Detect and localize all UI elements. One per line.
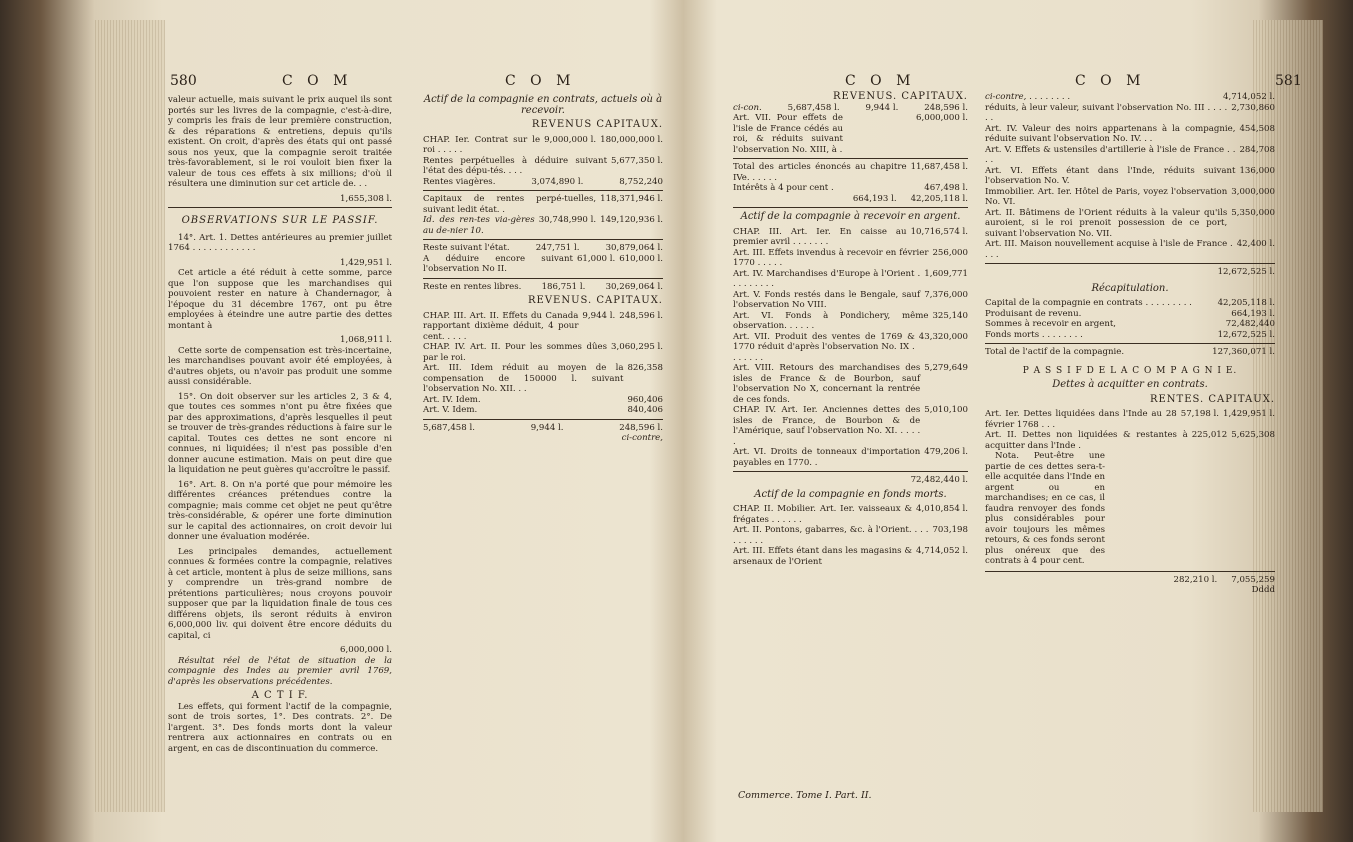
divider [423,190,663,191]
ledger-row [985,430,1275,451]
page-edge [95,20,165,812]
column-heading: REVENUS. CAPITAUX. [527,295,663,306]
ledger-label: Capital de la compagnie en contrats . . . . . . . . . [985,298,1192,308]
amount: 6,000,000 l. [340,645,392,655]
ledger-total-row [985,575,1275,586]
ledger-capital: 610,000 l. [619,253,663,264]
section-title: Actif de la compagnie en fonds morts. [754,488,947,500]
ledger-label: A déduire encore suivant l'observation No II. [423,253,573,274]
ledger-label: Art. VI. Fonds à Pondichery, même observation. . . . . . [733,310,929,331]
ledger-label: Art. II. Pontons, gabarres, &c. à l'Orient. . . . . . . . . . [733,525,929,546]
amount: 1,655,308 l. [340,193,392,204]
ledger-row [423,215,663,236]
footer-signature: Commerce. Tome I. Part. II. [738,790,872,801]
ledger-row [985,208,1275,240]
ledger-label: CHAP. Ier. Contrat sur le roi . . . . . [423,134,541,155]
running-header: C O M [1075,73,1146,89]
ledger-row [985,239,1275,260]
ledger-row [423,342,663,363]
ledger-amount: 479,206 l. [924,447,968,457]
ledger-row [423,135,663,156]
ledger-amount: 136,000 [1239,165,1275,176]
ledger-amount: 12,672,525 l. [1217,329,1275,340]
catchword: ci-contre, [621,433,663,443]
ledger-label: Art. III. Effets invendus à recevoir en février 1770 . . . . . [733,247,929,268]
catchword: ci-contre, . . . . . . . . [985,92,1071,102]
section-title: Dettes à acquitter en contrats. [1052,379,1208,390]
ledger-sum: 8,752,240 [619,176,663,187]
section-title: Actif de la compagnie en contrats, actuels où à recevoir. [423,94,663,116]
ledger-row [733,269,968,290]
ledger-amount: 5,279,649 [924,363,968,373]
ledger-revenue: 225,012 [1191,430,1228,440]
ledger-label: Art. V. Idem. [423,405,478,415]
ledger-label: Art. V. Fonds restés dans le Bengale, sauf l'observation No VIII. [733,289,921,310]
ledger-amount: 960,406 [627,394,663,405]
ledger-row [423,243,663,254]
ledger-row [985,92,1275,103]
divider [985,571,1275,572]
ledger-row [733,525,968,546]
ledger-row [985,145,1275,166]
ledger-amount: 4,010,854 l. [916,504,968,514]
right-column [985,92,1275,596]
ledger-row [423,156,663,177]
ledger-capital: 248,596 l. [619,422,663,433]
ledger-row [733,363,968,405]
ledger-label: Art. II. Dettes non liquidées & restantes à acquitter dans l'Inde . [985,430,1188,451]
running-header: C O M [282,73,353,89]
ledger-capital: 42,205,118 l. [910,193,968,204]
ledger-amount: 5,010,100 [924,405,968,415]
paragraph: 14°. Art. 1. Dettes antérieures au premier juillet 1764 . . . . . . . . . . . . [168,232,392,253]
section-title: Récapitulation. [1091,282,1169,294]
ledger-label: Art. IV. Valeur des noirs appartenans à la compagnie, réduite suivant l'observation No. IV. . . [985,123,1236,144]
ledger-label: Art. III. Effets étant dans les magasins & arsenaux de l'Orient [733,546,913,567]
ledger-row [733,405,968,447]
ledger-amount: 256,000 [932,247,968,258]
amount: 1,068,911 l. [340,335,392,345]
ledger-row [733,103,968,114]
ledger-capital: 30,269,064 l. [605,281,663,292]
ledger-amount: 4,714,052 l. [1223,92,1275,102]
paragraph: valeur actuelle, mais suivant le prix auquel ils sont portés sur les livres de la compagnie, c'est-à-dire, y compris les frais de leur première construction, & des réparations & entretiens, depuis qu'ils existent. On croit, d'après des états qui ont passé sous nos yeux, que la compagnie seroit traitée très-favorablement, si le roi vouloit bien fixer la valeur de tous ces effets à six millions; d'où il résultera une diminution sur cet article de. . . [168,95,392,189]
ledger-label: Total des articles énoncés au chapitre IVe. . . . . . [733,162,907,183]
ledger-amount: 5,687,458 l. [423,422,475,433]
ledger-amount: 5,350,000 [1231,207,1275,218]
ledger-row [985,309,1275,320]
amount: 1,429,951 l. [340,257,392,268]
divider [423,419,663,420]
ledger-amount: 1,609,771 [924,268,968,279]
ledger-row [733,162,968,183]
right-column [423,95,663,444]
ledger-amount: 42,205,118 l. [1217,298,1275,308]
section-title: P A S S I F D E L A C O M P A G N I E. [1022,365,1238,376]
paragraph: Nota. Peut-être une partie de ces dettes sera-t-elle acquitée dans l'Inde en argent ou en marchandises; en ce cas, il faudra renvoyer des fonds plus considérables pour avoir toujours les mêmes retours, & ces fonds seront plus onéreux que des contrats à 4 pour cent. [985,451,1105,566]
ledger-label: Reste en rentes libres. [423,281,522,292]
ledger-amount: 3,060,295 l. [611,342,663,352]
ledger-revenue: 9,944 l. [582,310,616,321]
ledger-amount: 42,400 l. [1236,239,1275,249]
ledger-capital: 1,429,951 l. [1223,409,1275,419]
section-title: A C T I F. [251,690,309,701]
ledger-amount: 6,000,000 l. [916,113,968,123]
ledger-label: Total de l'actif de la compagnie. [985,347,1125,357]
ledger-amount: 5,687,458 l. [787,102,840,113]
running-header: C O M [505,73,576,89]
ledger-total: 12,672,525 l. [1217,267,1275,277]
left-column [733,92,968,567]
ledger-label: CHAP. II. Mobilier. Art. Ier. vaisseaux & frégates . . . . . . [733,504,913,525]
column-heading: RENTES. CAPITAUX. [1149,393,1275,405]
ledger-row [985,330,1275,341]
divider [733,158,968,159]
ledger-label: Art. II. Bâtimens de l'Orient réduits à la valeur qu'ils auroient, si le roi prenoit possession de ce port, suivant l'observation No. VII. [985,207,1228,239]
ledger-amount: 3,074,890 l. [531,176,584,187]
ledger-total-row [423,423,663,434]
ledger-row [733,227,968,248]
ledger-label: Art. VI. Effets étant dans l'Inde, réduits suivant l'observation No. V. [985,165,1236,186]
right-page [690,0,1353,842]
column-heading: REVENUS CAPITAUX. [531,119,663,130]
ledger-label: Art. VI. Droits de tonneaux d'importation payables en 1770. . [733,447,921,468]
paragraph: Les effets, qui forment l'actif de la compagnie, sont de trois sortes, 1°. Des contrats. 2°. De l'argent. 3°. Des fonds morts dont la valeur rentrera aux actionnaires en contrats ou en argent, en cas de discontinuation du commerce. [168,701,392,754]
paragraph: Résultat réel de l'état de situation de la compagnie des Indes au premier avril 1769, d'après les observations précédentes. [168,655,392,687]
divider [168,207,392,208]
ledger-amount: 3,000,000 [1231,186,1275,197]
ledger-row [423,363,663,395]
ledger-label: Art. Ier. Dettes liquidées dans l'Inde au 28 février 1768 . . . [985,409,1177,430]
ledger-total: 72,482,440 l. [910,475,968,485]
divider [733,471,968,472]
ledger-capital: 248,596 l. [619,310,663,321]
page-number: 581 [1275,73,1302,89]
ledger-capital: 248,596 l. [924,102,968,113]
paragraph: 15°. On doit observer sur les articles 2, 3 & 4, que toutes ces sommes n'ont pu être fixées que par des approximations, d'après lesquelles il peut se trouver de très-grandes réductions à faire sur le capital. Toutes ces dettes ne sont encore ni connues, ni liquidées; il n'est pas possible d'en donner aucune estimation. Mais on peut dire que la liquidation ne peut guères qu'accroître le passif. [168,391,392,475]
ledger-amount: 826,358 [627,363,663,373]
ledger-label: Intérêts à 4 pour cent . [733,183,834,193]
ledger-label: Art. VIII. Retours des marchandises des isles de France & de Bourbon, sauf l'observation No X, concernant la rentrée de ces fonds. [733,363,921,405]
ledger-row [733,113,968,155]
ledger-revenue: 186,751 l. [541,281,586,292]
ledger-label: Reste suivant l'état. [423,243,510,253]
catchword: ci-con. [733,102,762,113]
ledger-amount: 664,193 l. [1231,308,1275,319]
paragraph: 16°. Art. 8. On n'a porté que pour mémoire les différentes créances prétendues contre la compagnie; mais comme cet objet ne peut qu'être très-considérable, & opérer une forte diminution sur le capital des actionnaires, on croit devoir lui donner une évaluation modérée. [168,479,392,542]
ledger-row [985,319,1275,330]
ledger-row [985,409,1275,430]
ledger-amount: 284,708 [1239,144,1275,155]
ledger-label: Immobilier. Art. Ier. Hôtel de Paris, voyez l'observation No. VI. [985,186,1228,207]
ledger-row [423,311,663,343]
ledger-row [985,166,1275,187]
ledger-label: Rentes viagères. [423,176,496,187]
ledger-revenue: 61,000 l. [576,253,616,264]
ledger-label: Art. III. Maison nouvellement acquise à l'isle de France . . . . [985,239,1233,260]
paragraph: Cet article a été réduit à cette somme, parce que l'on suppose que les marchandises qui pouvoient rester en nature à Chandernagor, à l'époque du 31 décembre 1767, ont pu être employées à éteindre une autre partie des dettes montant à [168,268,392,331]
ledger-amount: 2,730,860 [1231,102,1275,113]
column-heading: REVENUS. CAPITAUX. [832,91,968,102]
ledger-amount: 11,687,458 l. [910,162,968,172]
left-column [168,95,392,758]
ledger-label: CHAP. III. Art. Ier. En caisse au premier avril . . . . . . . [733,226,907,247]
ledger-revenue: 247,751 l. [535,243,580,253]
ledger-label: CHAP. IV. Art. II. Pour les sommes dûes par le roi. [423,342,608,363]
ledger-amount: 127,360,071 l. [1212,347,1275,357]
ledger-revenue: 9,944 l. [865,102,899,113]
paragraph: Cette sorte de compensation est très-incertaine, les marchandises pouvant avoir été employées, à d'autres objets, ou n'avoir pas produit une somme aussi considérable. [168,345,392,387]
ledger-total-row [985,347,1275,358]
ledger-amount: 7,376,000 [924,289,968,300]
signature-mark: Dddd [1251,585,1275,595]
ledger-row [733,447,968,468]
ledger-label: Art. III. Idem réduit au moyen de la compensation de 150000 l. suivant l'observation No. XII. . . [423,363,624,394]
ledger-sum: 149,120,936 l. [600,215,663,225]
ledger-amount: 467,498 l. [924,183,968,193]
ledger-row [985,187,1275,208]
ledger-amount: 118,371,946 l. [600,194,663,204]
ledger-row [423,177,663,188]
ledger-label: réduits, à leur valeur, suivant l'observation No. III . . . . . . [985,102,1228,123]
ledger-amount: 5,677,350 l. [611,155,663,166]
ledger-label: Art. VII. Produit des ventes de 1769 & 1770 réduit d'après l'observation No. IX . . . . . . . [733,331,915,363]
divider [985,263,1275,264]
ledger-label: Art. IV. Marchandises d'Europe à l'Orient . . . . . . . . . [733,268,921,289]
ledger-row [423,405,663,416]
ledger-revenue: 664,193 l. [852,193,897,204]
ledger-revenue: 9,000,000 l. [544,134,597,145]
ledger-capital: 30,879,064 l. [605,243,663,253]
ledger-revenue: 282,210 l. [1173,574,1218,585]
ledger-row [423,254,663,275]
divider [985,343,1275,344]
ledger-row [733,311,968,332]
ledger-row [423,395,663,406]
ledger-label: Capitaux de rentes perpé-tuelles, suivant ledit état. . [423,194,597,215]
ledger-label: Art. V. Effets & ustensiles d'artillerie à l'isle de France . . . . [985,144,1236,165]
page-number: 580 [170,73,197,89]
ledger-label: Produisant de revenu. [985,308,1082,319]
divider [423,278,663,279]
ledger-label: CHAP. IV. Art. Ier. Anciennes dettes des isles de France, de Bourbon & de l'Amérique, sauf l'observation No. XI. . . . . . [733,405,921,447]
paragraph: Les principales demandes, actuellement connues & formées contre la compagnie, relatives à cet article, montent à plus de seize millions, sans y comprendre un très-grand nombre de prétentions particulières; nous croyons pouvoir supposer que par la liquidation finale de tous ces différens objets, ils seront réduits à environ 6,000,000 liv. qui doivent être encore déduits du capital, ci [168,546,392,641]
ledger-label: Rentes perpétuelles à déduire suivant l'état des dépu-tés. . . . [423,155,608,176]
ledger-amount: 454,508 [1239,123,1275,134]
section-title: Actif de la compagnie à recevoir en argent. [740,211,961,222]
ledger-amount: 840,406 [627,405,663,415]
ledger-total-row [733,194,968,205]
ledger-row [733,183,968,194]
ledger-label: Fonds morts . . . . . . . . [985,329,1083,340]
ledger-amount: 72,482,440 [1225,319,1275,329]
ledger-label: Art. VII. Pour effets de l'isle de France cédés au roi, & réduits suivant l'observation No. XIII, à . [733,113,843,155]
divider [733,207,968,208]
ledger-row [733,248,968,269]
ledger-amount: 4,714,052 l. [916,546,968,556]
ledger-amount: 43,320,000 [918,331,968,342]
ledger-capital: 180,000,000 l. [600,134,663,145]
ledger-capital: 5,625,308 [1231,430,1275,440]
ledger-row [733,504,968,525]
ledger-row [985,298,1275,309]
ledger-revenue: 57,198 l. [1180,409,1220,419]
section-title: OBSERVATIONS SUR LE PASSIF. [181,215,379,226]
ledger-row [423,282,663,293]
ledger-amount: 703,198 [932,525,968,535]
ledger-row [733,546,968,567]
ledger-label: CHAP. III. Art. II. Effets du Canada rapportant dixième déduit, 4 pour cent. . . . . [423,310,579,342]
ledger-row [985,124,1275,145]
divider [423,239,663,240]
ledger-row [733,290,968,311]
ledger-row [733,332,968,364]
ledger-capital: 7,055,259 [1231,574,1275,585]
ledger-revenue: 9,944 l. [530,422,564,433]
running-header: C O M [845,73,916,89]
ledger-label: Id. des ren-tes via-gères au de-nier 10. [423,215,535,236]
ledger-label: Sommes à recevoir en argent, [985,319,1117,329]
ledger-label: Art. IV. Idem. [423,394,481,405]
ledger-amount: 325,140 [932,310,968,321]
ledger-row [985,103,1275,124]
ledger-row [423,194,663,215]
ledger-amount: 30,748,990 l. [538,215,597,225]
ledger-amount: 10,716,574 l. [910,226,968,237]
